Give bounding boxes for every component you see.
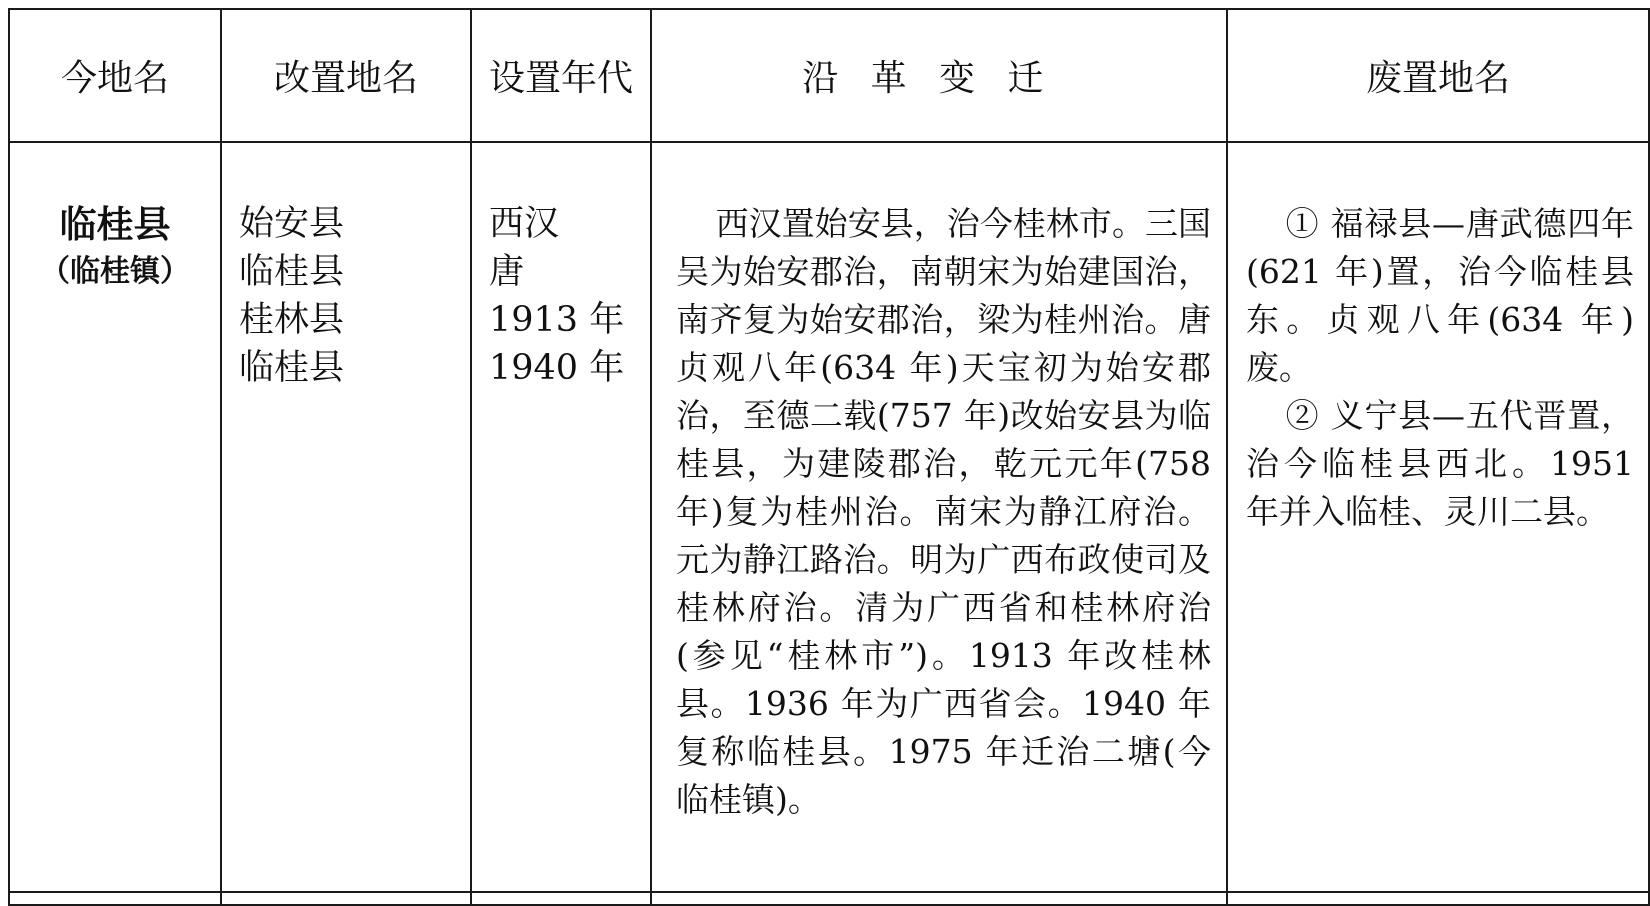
cell-current-name — [9, 142, 221, 892]
set-year: 西汉 — [489, 204, 560, 244]
set-year: 唐 — [489, 252, 525, 292]
empty-cell — [471, 892, 651, 905]
cell-set-years — [471, 142, 651, 892]
abolished-entry: ① 福禄县—唐武德四年(621 年)置，治今临桂县东。贞观八年(634 年)废。 — [1246, 204, 1634, 387]
header-renamed-name: 改置地名 — [221, 9, 471, 142]
set-year: 1940 年 — [489, 348, 625, 388]
header-set-year: 设置年代 — [471, 9, 651, 142]
empty-cell — [1227, 892, 1649, 905]
renamed-name: 临桂县 — [239, 252, 345, 292]
gazetteer-table — [8, 8, 1650, 906]
empty-cell — [221, 892, 471, 905]
cell-renamed-names — [221, 142, 471, 892]
abolished-entry: ② 义宁县—五代晋置，治今临桂县西北。1951 年并入临桂、灵川二县。 — [1246, 396, 1634, 531]
history-text: 西汉置始安县，治今桂林市。三国吴为始安郡治，南朝宋为始建国治，南齐复为始安郡治，梁为桂州治。唐贞观八年(634 年)天宝初为始安郡治，至德二载(757 年)改始安县为临桂县，为建陵郡治，乾元元年(758 年)复为桂州治。南宋为静江府治。元为静江路治。明为广西布政使司及桂林府治。清为广西省和桂林府治(参见“桂林市”)。1913 年改桂林县。1936 年为广西省会。1940 年复称临桂县。1975 年迁治二塘(今临桂镇)。 — [676, 204, 1211, 819]
header-abolished-name: 废置地名 — [1227, 9, 1649, 142]
cell-abolished — [1227, 142, 1649, 892]
set-year: 1913 年 — [489, 300, 625, 340]
empty-cell — [9, 892, 221, 905]
next-row-stub — [9, 892, 1649, 905]
table-row — [9, 142, 1649, 892]
header-history: 沿革变迁 — [651, 9, 1227, 142]
renamed-name: 桂林县 — [239, 300, 345, 340]
header-row — [9, 9, 1649, 142]
renamed-name: 始安县 — [239, 204, 345, 244]
header-current-name: 今地名 — [9, 9, 221, 142]
current-name: 临桂县 — [59, 202, 171, 246]
cell-history — [651, 142, 1227, 892]
empty-cell — [651, 892, 1227, 905]
current-name-sub: （临桂镇） — [40, 254, 190, 289]
renamed-name: 临桂县 — [239, 348, 345, 388]
